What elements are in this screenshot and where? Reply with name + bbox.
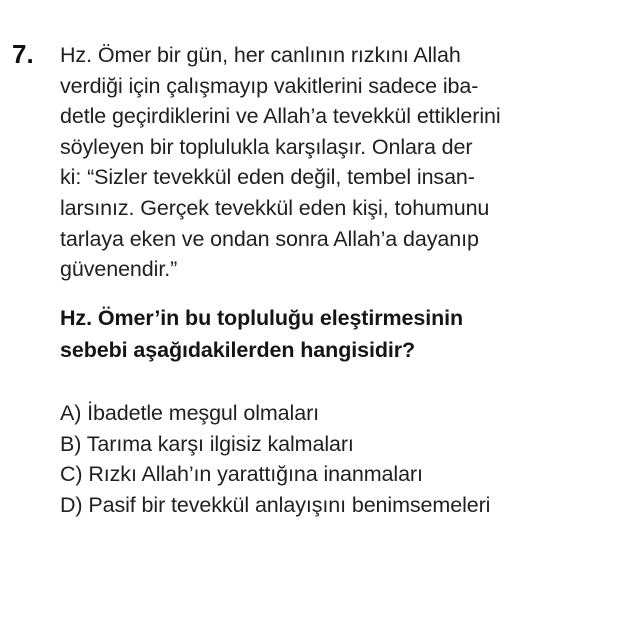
prompt-line: Hz. Ömer’in bu topluluğu eleştirmesinin xyxy=(60,306,464,330)
answer-options xyxy=(60,398,600,520)
option-a[interactable]: A) İbadetle meşgul olmaları xyxy=(60,401,320,425)
passage-line: söyleyen bir toplulukla karşılaşır. Onlara der xyxy=(60,134,473,159)
question-prompt xyxy=(60,302,600,366)
passage-line: tarlaya eken ve ondan sonra Allah’a dayanıp xyxy=(60,226,479,251)
passage-line: güvenendir.” xyxy=(60,257,178,282)
question-passage xyxy=(60,40,600,285)
prompt-line: sebebi aşağıdakilerden hangisidir? xyxy=(60,338,416,362)
question-number: 7. xyxy=(12,39,34,69)
passage-line: ki: “Sizler tevekkül eden değil, tembel insan- xyxy=(60,165,475,190)
passage-line: detle geçirdiklerini ve Allah’a tevekkül ettiklerini xyxy=(60,104,501,129)
option-b[interactable]: B) Tarıma karşı ilgisiz kalmaları xyxy=(60,431,354,456)
passage-line: Hz. Ömer bir gün, her canlının rızkını Allah xyxy=(60,43,461,67)
passage-line: larsınız. Gerçek tevekkül eden kişi, tohumunu xyxy=(60,195,490,220)
option-c[interactable]: C) Rızkı Allah’ın yarattığına inanmaları xyxy=(60,462,423,486)
option-d[interactable]: D) Pasif bir tevekkül anlayışını benimsemeleri xyxy=(60,492,491,517)
passage-line: verdiği için çalışmayıp vakitlerini sadece iba- xyxy=(60,73,479,98)
